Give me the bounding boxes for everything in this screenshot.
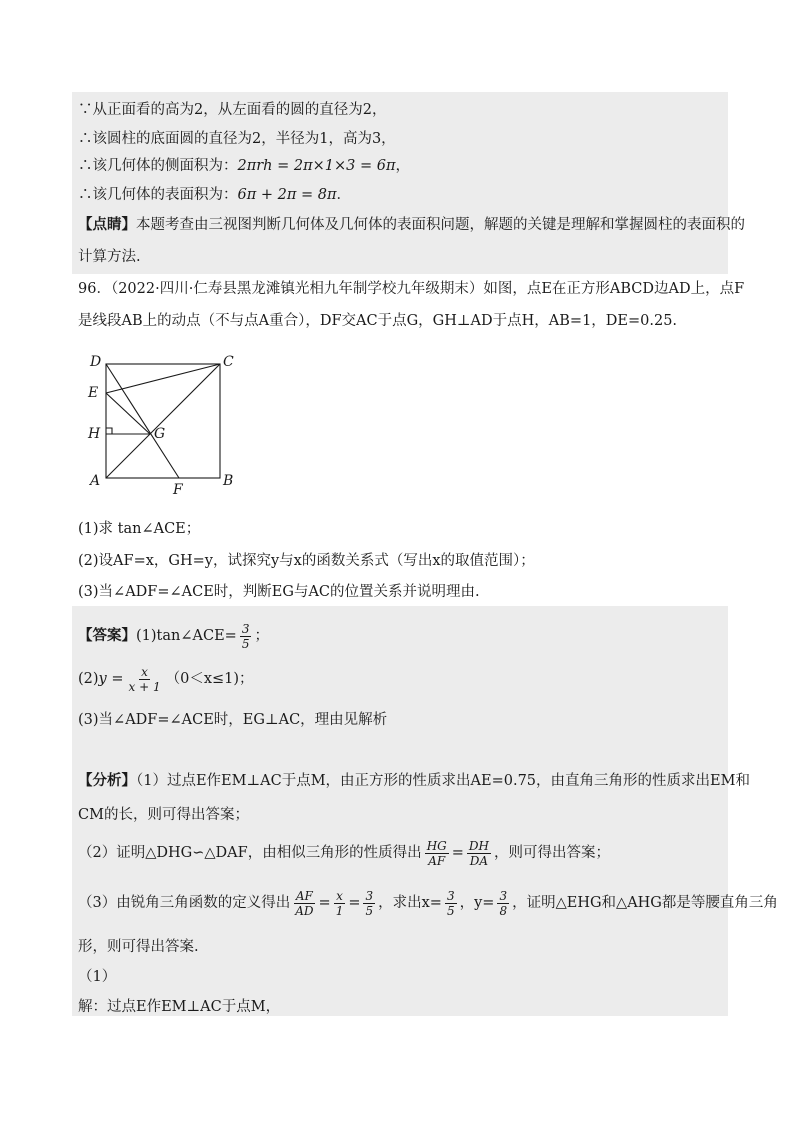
analysis-1-line-1: 【分析】（1）过点E作EM⊥AC于点M，由正方形的性质求出AE=0.75，由直角三角形的性质求出EM和 xyxy=(78,772,750,789)
answer-tag: 【答案】 xyxy=(78,627,136,644)
comment-tag: 【点睛】 xyxy=(78,216,136,233)
label-b: B xyxy=(223,473,234,489)
diagonal-ac xyxy=(106,364,220,478)
top-line-2: ∴该圆柱的底面圆的直径为2，半径为1，高为3， xyxy=(78,131,396,147)
fraction-hg-af: $\frac{HG}{AF}$ xyxy=(426,838,447,868)
top-line-1: ∵从正面看的高为2，从左面看的圆的直径为2， xyxy=(78,102,387,118)
answer-2: (2)y = $\frac{x}{x + 1}$ （0＜x≤1)； xyxy=(78,664,254,694)
surface-area-formula: 6π + 2π = 8π xyxy=(237,187,337,203)
lateral-area-formula: 2πrh = 2π×1×3 = 6π xyxy=(237,158,396,174)
question-3: (3)当∠ADF=∠ACE时，判断EG与AC的位置关系并说明理由. xyxy=(78,584,480,600)
question-1: (1)求 tan∠ACE； xyxy=(78,521,201,537)
label-c: C xyxy=(223,354,234,370)
fraction-x-over-x-plus-1: $\frac{x}{x + 1}$ xyxy=(128,664,161,694)
top-line-5: 【点睛】本题考查由三视图判断几何体及几何体的表面积问题，解题的关键是理解和掌握圆柱的表面积的 xyxy=(78,216,745,233)
label-a: A xyxy=(90,473,101,489)
fraction-dh-da: $\frac{DH}{DA}$ xyxy=(468,838,489,868)
analysis-tag: 【分析】 xyxy=(78,772,136,789)
top-line-4: ∴该几何体的表面积为：6π + 2π = 8π． xyxy=(78,187,352,203)
fraction-3-5-b: $\frac{3}{5}$ xyxy=(365,888,374,918)
analysis-3-line-1: （3）由锐角三角函数的定义得出 $\frac{AF}{AD}$ = $\frac{x}{1}$ = $\frac{3}{5}$ ，求出x= $\frac{3}{5}$ ，y= $\frac{3}{8}$ ，证明△EHG和△AHG都是等腰直角三角 xyxy=(78,888,778,918)
fraction-af-ad: $\frac{AF}{AD}$ xyxy=(295,888,314,918)
problem-line-1: 96．（2022·四川·仁寿县黑龙滩镇光相九年制学校九年级期末）如图，点E在正方形ABCD边AD上，点F xyxy=(78,281,745,297)
segment-ec xyxy=(106,364,220,393)
answer-1: 【答案】(1)tan∠ACE= $\frac{3}{5}$ ； xyxy=(78,621,269,651)
label-h: H xyxy=(88,426,101,442)
square-figure xyxy=(84,352,244,497)
label-f: F xyxy=(173,482,183,497)
analysis-3-line-2: 形，则可得出答案. xyxy=(78,939,199,955)
right-angle-mark xyxy=(106,428,112,434)
label-e: E xyxy=(88,385,99,401)
question-2: (2)设AF=x，GH=y，试探究y与x的函数关系式（写出x的取值范围）； xyxy=(78,553,535,569)
top-line-6: 计算方法. xyxy=(78,249,141,265)
label-d: D xyxy=(90,354,102,370)
fraction-x-1: $\frac{x}{1}$ xyxy=(335,888,344,918)
fraction-3-8: $\frac{3}{8}$ xyxy=(499,888,508,918)
analysis-1-line-2: CM的长，则可得出答案； xyxy=(78,807,249,823)
problem-line-2: 是线段AB上的动点（不与点A重合），DF交AC于点G，GH⊥AD于点H，AB=1，DE=0.25. xyxy=(78,313,678,329)
analysis-2: （2）证明△DHG∽△DAF，由相似三角形的性质得出 $\frac{HG}{AF}$ = $\frac{DH}{DA}$ ，则可得出答案； xyxy=(78,838,610,868)
fraction-3-5: $\frac{3}{5}$ xyxy=(241,621,250,651)
top-line-3: ∴该几何体的侧面积为：2πrh = 2π×1×3 = 6π， xyxy=(78,158,411,174)
solution-part-1: （1） xyxy=(78,969,117,985)
segment-df xyxy=(106,364,179,478)
fraction-3-5-c: $\frac{3}{5}$ xyxy=(446,888,455,918)
answer-3: (3)当∠ADF=∠ACE时，EG⊥AC，理由见解析 xyxy=(78,712,388,728)
solution-line-1: 解：过点E作EM⊥AC于点M， xyxy=(78,999,281,1015)
label-g: G xyxy=(154,426,166,442)
